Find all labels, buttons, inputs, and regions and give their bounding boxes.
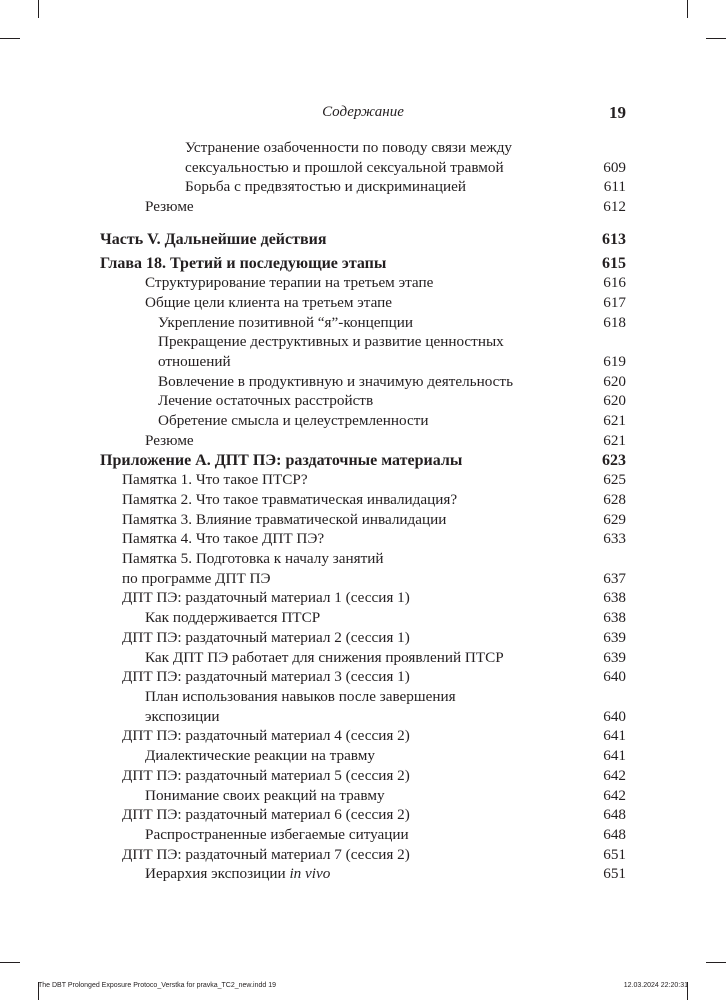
toc-entry: ДПТ ПЭ: раздаточный материал 5 (сессия 2) 642 — [122, 766, 626, 784]
toc-page-number: 639 — [603, 648, 626, 666]
toc-page-number: 641 — [603, 727, 626, 745]
toc-page-number: 642 — [603, 786, 626, 804]
toc-entry: Укрепление позитивной “я”-концепции 618 — [158, 313, 626, 331]
toc-entry: ДПТ ПЭ: раздаточный материал 3 (сессия 1) 640 — [122, 668, 626, 686]
toc-page-number: 616 — [603, 274, 626, 292]
toc-entry: Общие цели клиента на третьем этапе 617 — [145, 293, 626, 311]
toc-page-number: 651 — [603, 845, 626, 863]
toc-page-number: 633 — [603, 530, 626, 548]
print-slug-timestamp: 12.03.2024 22:20:31 — [623, 982, 688, 989]
toc-entry: Борьба с предвзятостью и дискриминацией 611 — [185, 178, 626, 196]
crop-mark-top-left — [38, 0, 39, 18]
toc-page-number: 640 — [603, 668, 626, 686]
toc-entry: ДПТ ПЭ: раздаточный материал 7 (сессия 2) 651 — [122, 845, 626, 863]
toc-entry: Как поддерживается ПТСР 638 — [145, 609, 626, 627]
toc-entry: ДПТ ПЭ: раздаточный материал 6 (сессия 2) 648 — [122, 806, 626, 824]
toc-entry: Обретение смысла и целеустремленности 621 — [158, 412, 626, 430]
toc-chapter-heading: Глава 18. Третий и последующие этапы 615 — [100, 254, 626, 272]
toc-page-number: 637 — [603, 569, 626, 587]
toc-page-number: 615 — [602, 254, 626, 272]
toc-page-number: 609 — [603, 158, 626, 176]
toc-page-number: 621 — [603, 431, 626, 449]
toc-page-number: 625 — [603, 471, 626, 489]
toc-entry: Памятка 4. Что такое ДПТ ПЭ? 633 — [122, 530, 626, 548]
toc-entry: План использования навыков после завершения экспозиции 640 — [145, 687, 626, 725]
toc-entry: Вовлечение в продуктивную и значимую деятельность 620 — [158, 372, 626, 390]
table-of-contents — [100, 138, 626, 884]
toc-entry: Лечение остаточных расстройств 620 — [158, 392, 626, 410]
toc-entry: Памятка 3. Влияние травматической инвалидации 629 — [122, 510, 626, 528]
toc-entry: Структурирование терапии на третьем этапе 616 — [145, 274, 626, 292]
toc-page-number: 648 — [603, 806, 626, 824]
toc-part-heading: Часть V. Дальнейшие действия 613 — [100, 230, 626, 248]
toc-page-number: 620 — [603, 372, 626, 390]
running-header — [100, 104, 626, 128]
toc-page-number: 651 — [603, 865, 626, 883]
toc-entry: Памятка 2. Что такое травматическая инвалидация? 628 — [122, 490, 626, 508]
toc-page-number: 619 — [603, 353, 626, 371]
toc-page-number: 628 — [603, 490, 626, 508]
toc-page-number: 639 — [603, 628, 626, 646]
toc-page-number: 623 — [602, 451, 626, 469]
crop-mark-right-lower — [706, 962, 726, 963]
toc-entry: Диалектические реакции на травму 641 — [145, 747, 626, 765]
toc-page-number: 629 — [603, 510, 626, 528]
toc-entry: Иерархия экспозиции in vivo 651 — [145, 865, 626, 883]
page-number: 19 — [609, 103, 626, 122]
running-header-title: Содержание — [322, 104, 404, 120]
toc-page-number: 641 — [603, 747, 626, 765]
toc-entry: Памятка 1. Что такое ПТСР? 625 — [122, 471, 626, 489]
toc-page-number: 612 — [603, 198, 626, 216]
toc-entry: ДПТ ПЭ: раздаточный материал 2 (сессия 1) 639 — [122, 628, 626, 646]
crop-mark-top-right — [687, 0, 688, 18]
toc-entry: ДПТ ПЭ: раздаточный материал 1 (сессия 1) 638 — [122, 589, 626, 607]
toc-entry: Резюме 612 — [145, 198, 626, 216]
toc-page-number: 640 — [603, 707, 626, 725]
toc-entry: Устранение озабоченности по поводу связи между сексуальностью и прошлой сексуальной травмой 609 — [185, 139, 626, 176]
toc-page-number: 611 — [603, 178, 626, 196]
toc-page-number: 613 — [602, 230, 626, 248]
toc-entry: Резюме 621 — [145, 431, 626, 449]
toc-page-number: 621 — [603, 412, 626, 430]
toc-entry: ДПТ ПЭ: раздаточный материал 4 (сессия 2) 641 — [122, 727, 626, 745]
print-slug-filename: The DBT Prolonged Exposure Protoco_Verstka for pravka_TC2_new.indd 19 — [38, 982, 277, 989]
toc-page-number: 648 — [603, 825, 626, 843]
toc-page-number: 617 — [603, 293, 626, 311]
toc-entry: Памятка 5. Подготовка к началу занятий по программе ДПТ ПЭ 637 — [122, 550, 626, 587]
toc-entry: Понимание своих реакций на травму 642 — [145, 786, 626, 804]
toc-page-number: 638 — [603, 589, 626, 607]
toc-page-number: 638 — [603, 609, 626, 627]
toc-page-number: 642 — [603, 766, 626, 784]
toc-page-number: 620 — [603, 392, 626, 410]
toc-entry: Как ДПТ ПЭ работает для снижения проявлений ПТСР 639 — [145, 648, 626, 666]
toc-entry: Прекращение деструктивных и развитие ценностных отношений 619 — [158, 333, 626, 371]
toc-page-number: 618 — [603, 313, 626, 331]
crop-mark-right-upper — [706, 38, 726, 39]
crop-mark-left-lower — [0, 962, 20, 963]
crop-mark-left-upper — [0, 38, 20, 39]
toc-entry: Распространенные избегаемые ситуации 648 — [145, 825, 626, 843]
toc-emphasis: in vivo — [289, 865, 331, 883]
toc-appendix-heading: Приложение А. ДПТ ПЭ: раздаточные материалы 623 — [100, 451, 626, 469]
